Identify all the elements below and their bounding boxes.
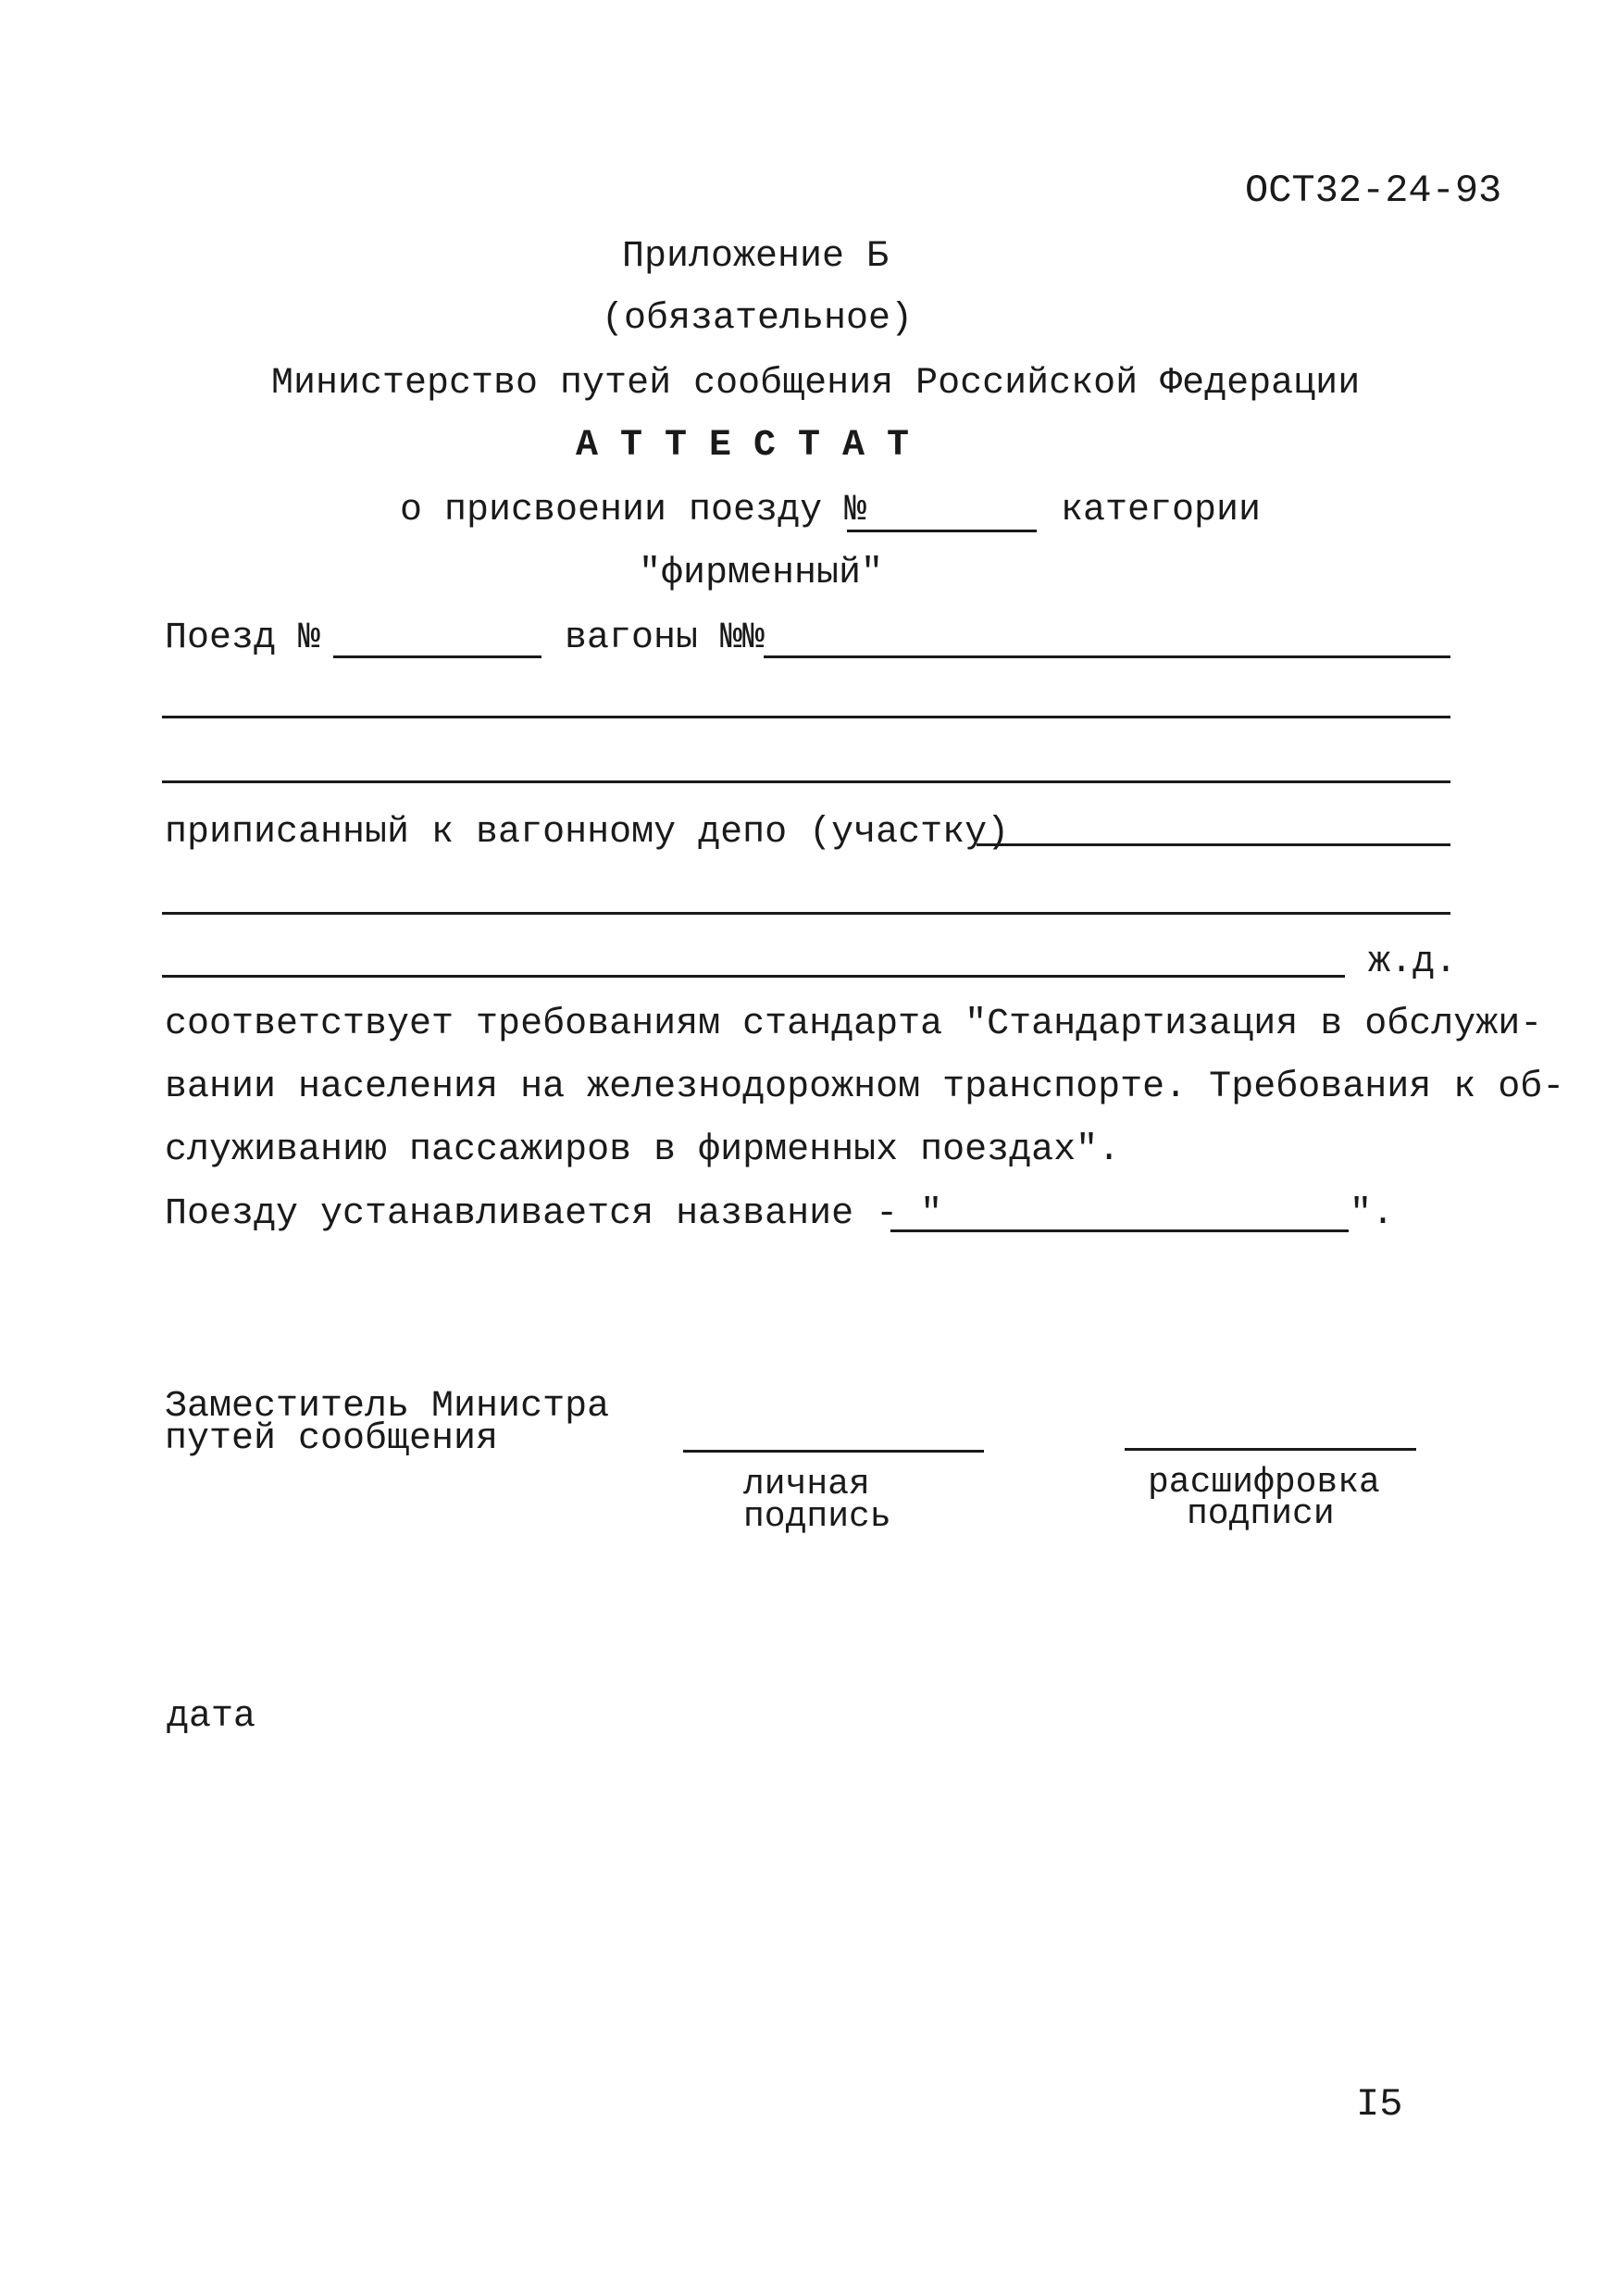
signature-transcript-caption-1: расшифровка: [1148, 1463, 1380, 1503]
personal-signature-caption-2: подпись: [743, 1497, 891, 1537]
category-name: "фирменный": [639, 553, 884, 594]
train-name-close: ".: [1350, 1193, 1395, 1235]
page-number: I5: [1356, 2082, 1403, 2127]
compliance-text-line-3: служиванию пассажиров в фирменных поездах".: [165, 1129, 1121, 1171]
cars-field-continuation-2[interactable]: [162, 780, 1450, 783]
train-number-blank[interactable]: [847, 530, 1037, 532]
train-name-field[interactable]: [890, 1229, 1349, 1232]
personal-signature-caption-1: личная: [743, 1465, 870, 1504]
standard-code: ОСТ32-24-93: [1245, 168, 1502, 213]
cars-field-continuation-1[interactable]: [162, 716, 1450, 718]
train-no-field[interactable]: [333, 655, 541, 658]
signature-transcript-field[interactable]: [1125, 1448, 1416, 1451]
compliance-text-line-2: вании населения на железнодорожном транспорте. Требования к об-: [165, 1067, 1565, 1108]
railway-suffix: ж.д.: [1368, 942, 1458, 983]
subtitle-suffix: категории: [1061, 490, 1262, 531]
personal-signature-field[interactable]: [683, 1450, 984, 1453]
train-name-label: Поезду устанавливается название - ": [165, 1193, 943, 1235]
compliance-text-line-1: соответствует требованиям стандарта "Стандартизация в обслужи-: [165, 1004, 1543, 1045]
cars-label: вагоны №№: [565, 618, 765, 659]
cars-field[interactable]: [764, 655, 1450, 658]
depot-field[interactable]: [977, 843, 1450, 846]
train-no-label: Поезд №: [165, 618, 321, 659]
appendix-status: (обязательное): [602, 298, 914, 340]
subtitle-prefix: о присвоении поезду №: [400, 490, 867, 531]
document-title: А Т Т Е С Т А Т: [576, 425, 910, 467]
appendix-title: Приложение Б: [622, 236, 890, 278]
depot-field-continuation[interactable]: [162, 912, 1450, 915]
depot-label: приписанный к вагонному депо (участку): [165, 812, 1010, 854]
ministry-name: Министерство путей сообщения Российской Федерации: [271, 363, 1361, 405]
railway-field[interactable]: [162, 975, 1345, 978]
signer-position-line-2: путей сообщения: [165, 1418, 499, 1460]
signer-position-line-1: Заместитель Министра: [165, 1386, 610, 1428]
date-label: дата: [167, 1696, 256, 1738]
signature-transcript-caption-2: подписи: [1187, 1494, 1335, 1534]
